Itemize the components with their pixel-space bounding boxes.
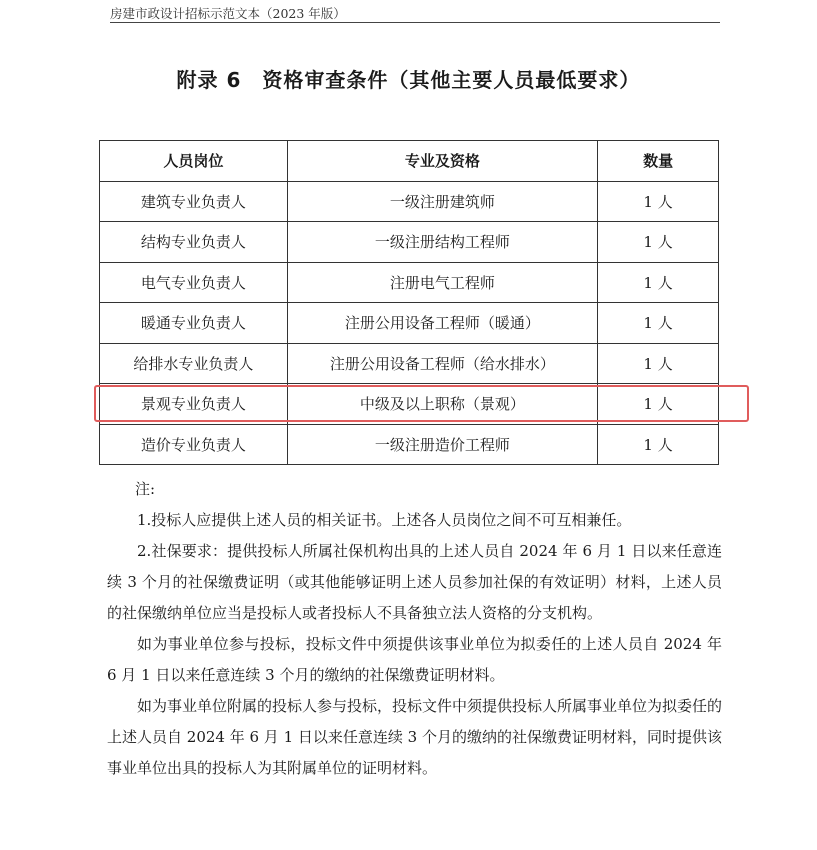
cell-quantity: 1 人 [598, 303, 719, 344]
table-row [100, 424, 719, 465]
cell-quantity: 1 人 [598, 343, 719, 384]
cell-qualification: 注册公用设备工程师（给水排水） [287, 343, 597, 384]
table-row [100, 303, 719, 344]
column-header-quantity: 数量 [598, 141, 719, 182]
column-header-position: 人员岗位 [100, 141, 288, 182]
table-row [100, 181, 719, 222]
cell-quantity: 1 人 [598, 222, 719, 263]
header-divider [110, 22, 720, 23]
staff-requirements-table [99, 140, 719, 465]
cell-position: 结构专业负责人 [100, 222, 288, 263]
cell-position: 暖通专业负责人 [100, 303, 288, 344]
table-row [100, 262, 719, 303]
cell-position: 建筑专业负责人 [100, 181, 288, 222]
note-paragraph-public-institution: 如为事业单位参与投标，投标文件中须提供该事业单位为拟委任的上述人员自 2024 年 6 月 1 日以来任意连续 3 个月的缴纳的社保缴费证明材料。 [107, 635, 722, 684]
cell-qualification: 注册公用设备工程师（暖通） [287, 303, 597, 344]
table-row [100, 222, 719, 263]
note-item-2: 2.社保要求：提供投标人所属社保机构出具的上述人员自 2024 年 6 月 1 日以来任意连续 3 个月的社保缴费证明（或其他能够证明上述人员参加社保的有效证明）材料，上述人员的社保缴纳单位应当是投标人或者投标人不具备独立法人资格的分支机构。 [107, 542, 722, 622]
table-row-highlighted [100, 384, 719, 425]
note-item-1: 1.投标人应提供上述人员的相关证书。上述各人员岗位之间不可互相兼任。 [137, 511, 632, 529]
cell-position: 造价专业负责人 [100, 424, 288, 465]
cell-quantity: 1 人 [598, 384, 719, 425]
note-paragraph-affiliated-bidder: 如为事业单位附属的投标人参与投标，投标文件中须提供投标人所属事业单位为拟委任的上述人员自 2024 年 6 月 1 日以来任意连续 3 个月的缴纳的社保缴费证明材料，同时提供该事业单位出具的投标人为其附属单位的证明材料。 [107, 697, 723, 777]
page-header: 房建市政设计招标示范文本（2023 年版） [110, 6, 346, 21]
cell-qualification: 一级注册结构工程师 [287, 222, 597, 263]
page-title: 附录 6 资格审查条件（其他主要人员最低要求） [176, 68, 641, 92]
cell-quantity: 1 人 [598, 181, 719, 222]
cell-position: 给排水专业负责人 [100, 343, 288, 384]
table-row [100, 343, 719, 384]
cell-quantity: 1 人 [598, 424, 719, 465]
cell-quantity: 1 人 [598, 262, 719, 303]
notes-label: 注: [135, 480, 156, 498]
cell-position: 景观专业负责人 [100, 384, 288, 425]
column-header-qualification: 专业及资格 [287, 141, 597, 182]
notes-section [107, 474, 722, 784]
cell-qualification: 一级注册造价工程师 [287, 424, 597, 465]
cell-qualification: 中级及以上职称（景观） [287, 384, 597, 425]
table-header-row [100, 141, 719, 182]
cell-position: 电气专业负责人 [100, 262, 288, 303]
cell-qualification: 一级注册建筑师 [287, 181, 597, 222]
cell-qualification: 注册电气工程师 [287, 262, 597, 303]
